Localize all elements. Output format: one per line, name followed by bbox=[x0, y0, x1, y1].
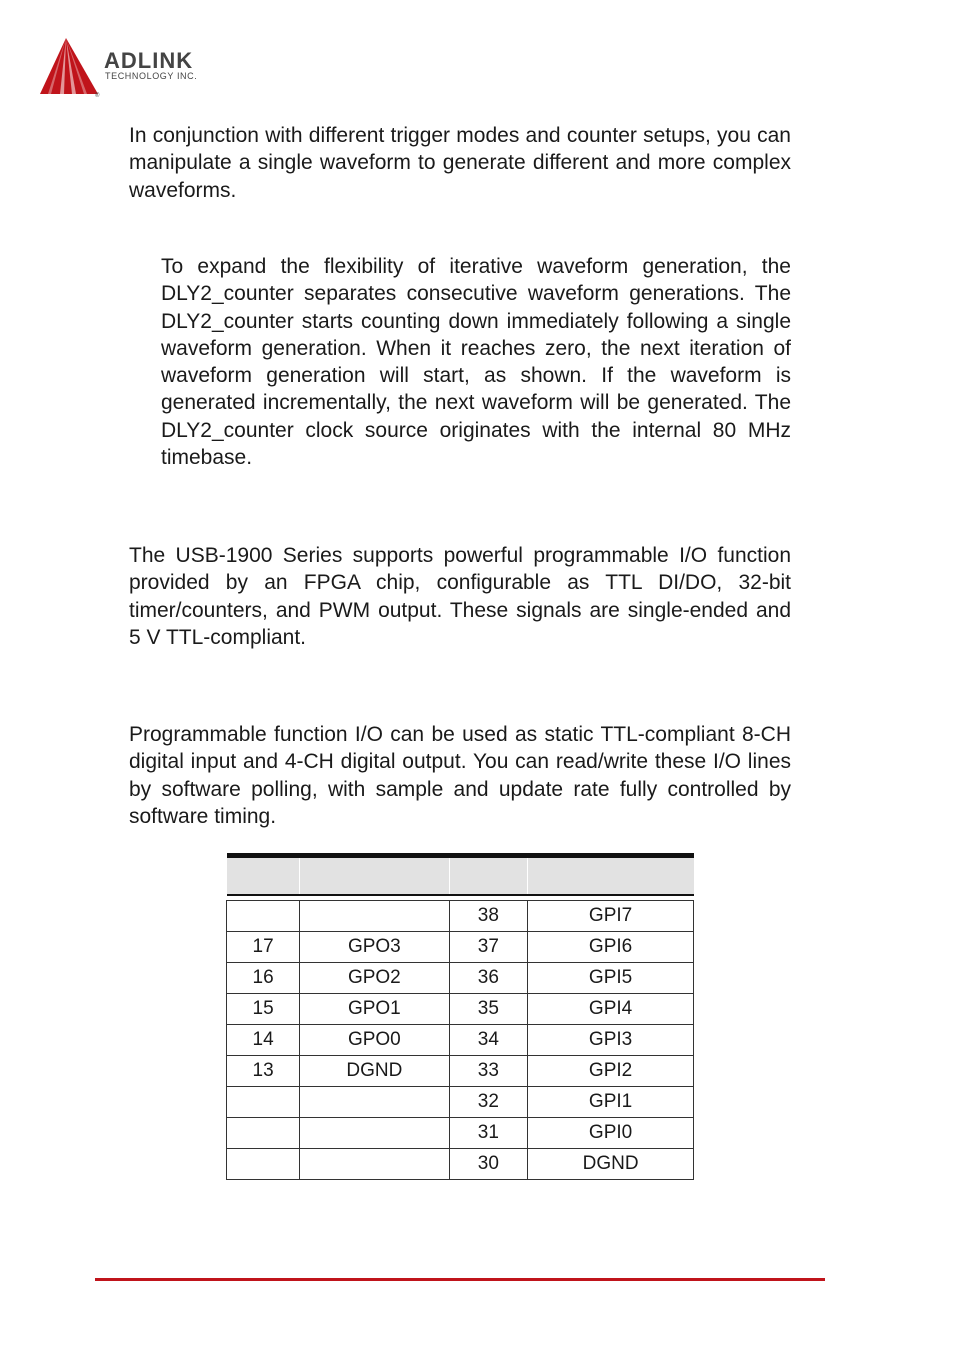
pin-assignment-table bbox=[226, 853, 694, 1180]
table-row bbox=[227, 1148, 694, 1179]
table-row bbox=[227, 900, 694, 931]
table-cell: 33 bbox=[449, 1055, 528, 1086]
table-cell: GPI4 bbox=[528, 993, 694, 1024]
paragraph-waveform-intro: In conjunction with different trigger modes and counter setups, you can manipulate a single waveform to generate different and more complex waveforms. bbox=[129, 124, 791, 202]
table-cell: GPO0 bbox=[300, 1024, 449, 1055]
table-row bbox=[227, 962, 694, 993]
adlink-triangle-icon bbox=[38, 36, 102, 98]
paragraph-programmable-io: The USB-1900 Series supports powerful programmable I/O function provided by an FPGA chip, configurable as TTL DI/DO, 32-bit timer/counters, and PWM output. These signals are single-ended and 5 V TTL-compliant. bbox=[129, 544, 791, 649]
table-cell: GPI0 bbox=[528, 1117, 694, 1148]
table-cell: GPI6 bbox=[528, 931, 694, 962]
table-row bbox=[227, 1055, 694, 1086]
table-cell: GPO1 bbox=[300, 993, 449, 1024]
table-cell: 15 bbox=[227, 993, 300, 1024]
paragraph-dly2-counter: To expand the flexibility of iterative waveform generation, the DLY2_counter separates consecutive waveform generations. The DLY2_counter starts counting down immediately following a single waveform generation. When it reaches zero, the next iteration of waveform generation will start, as shown. If the waveform is generated incrementally, the next waveform will be generated. The DLY2_counter clock source originates with the internal 80 MHz timebase. bbox=[161, 255, 791, 470]
table-cell: 14 bbox=[227, 1024, 300, 1055]
table-cell: GPI3 bbox=[528, 1024, 694, 1055]
table-row bbox=[227, 1086, 694, 1117]
adlink-logo bbox=[38, 36, 238, 100]
logo-tagline: TECHNOLOGY INC. bbox=[105, 71, 198, 81]
table-cell bbox=[300, 1086, 449, 1117]
footer-rule bbox=[95, 1278, 825, 1281]
table-cell bbox=[300, 900, 449, 931]
table-cell: 16 bbox=[227, 962, 300, 993]
table-cell: DGND bbox=[300, 1055, 449, 1086]
table-cell bbox=[227, 1086, 300, 1117]
table-cell: 31 bbox=[449, 1117, 528, 1148]
table-header-cell bbox=[449, 856, 528, 895]
table-cell bbox=[300, 1148, 449, 1179]
paragraph-ttl-dio: Programmable function I/O can be used as static TTL-compliant 8-CH digital input and 4-CH digital output. You can read/write these I/O lines by software polling, with sample and update rate fully controlled by software timing. bbox=[129, 723, 791, 828]
table-cell bbox=[227, 1148, 300, 1179]
table-row bbox=[227, 1024, 694, 1055]
table-cell bbox=[300, 1117, 449, 1148]
table-cell: 36 bbox=[449, 962, 528, 993]
table-cell: 13 bbox=[227, 1055, 300, 1086]
table-cell: 32 bbox=[449, 1086, 528, 1117]
logo-brand-text: ADLINK bbox=[104, 48, 194, 73]
table-row bbox=[227, 993, 694, 1024]
table-cell: GPO2 bbox=[300, 962, 449, 993]
table-cell: GPI7 bbox=[528, 900, 694, 931]
table-cell: GPI1 bbox=[528, 1086, 694, 1117]
table-header-cell bbox=[227, 856, 300, 895]
table-cell bbox=[227, 1117, 300, 1148]
table-row bbox=[227, 931, 694, 962]
table-cell: 37 bbox=[449, 931, 528, 962]
table-cell: GPO3 bbox=[300, 931, 449, 962]
table-cell: 17 bbox=[227, 931, 300, 962]
table-cell: 34 bbox=[449, 1024, 528, 1055]
table-header-cell bbox=[300, 856, 449, 895]
table-header-cell bbox=[528, 856, 694, 895]
table-cell: DGND bbox=[528, 1148, 694, 1179]
table-header-row bbox=[227, 856, 694, 895]
table-cell: GPI5 bbox=[528, 962, 694, 993]
table-cell: 38 bbox=[449, 900, 528, 931]
table-cell bbox=[227, 900, 300, 931]
table-row bbox=[227, 1117, 694, 1148]
table-cell: 35 bbox=[449, 993, 528, 1024]
table-cell: 30 bbox=[449, 1148, 528, 1179]
table-cell: GPI2 bbox=[528, 1055, 694, 1086]
svg-text:®: ® bbox=[95, 93, 100, 98]
